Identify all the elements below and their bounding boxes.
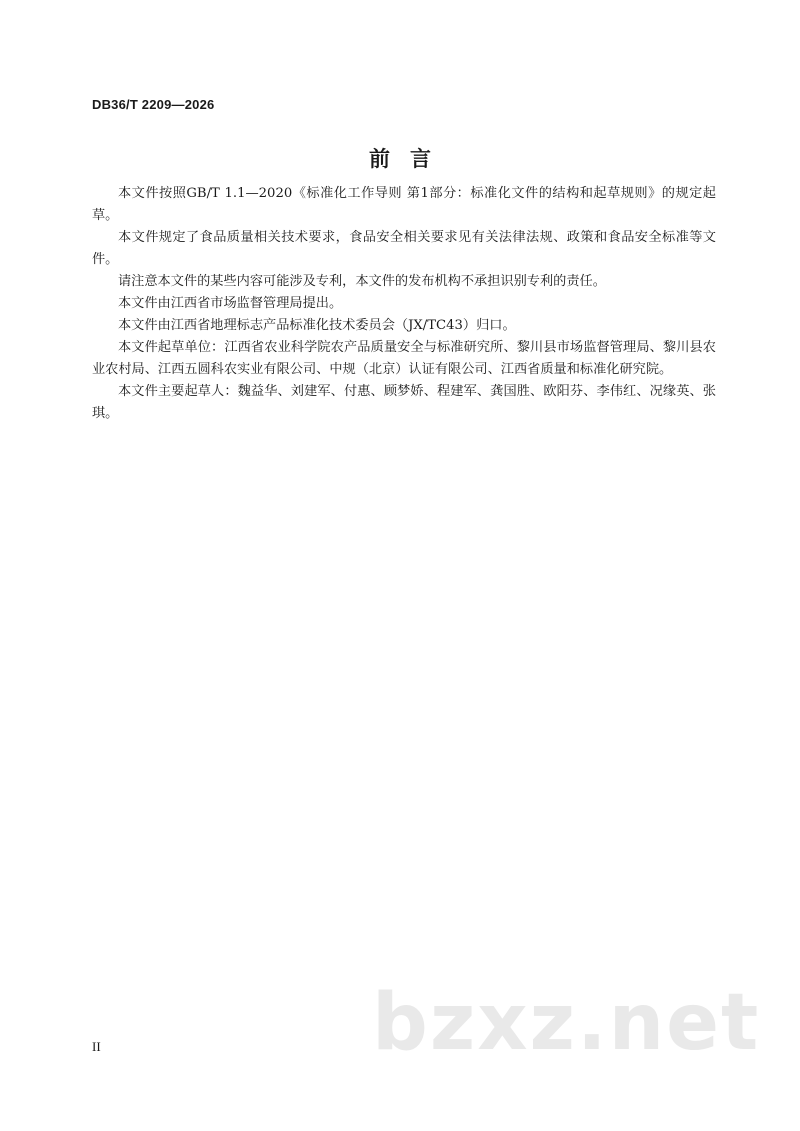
paragraph-patent-notice: 请注意本文件的某些内容可能涉及专利，本文件的发布机构不承担识别专利的责任。 (118, 274, 606, 289)
watermark: bzxz.net (372, 978, 761, 1068)
foreword-body (92, 183, 716, 425)
page-title: 前言 (369, 147, 451, 171)
paragraph-committee: 本文件由江西省地理标志产品标准化技术委员会（JX/TC43）归口。 (118, 318, 516, 333)
page-number: II (92, 1039, 101, 1054)
paragraph-drafters: 本文件主要起草人：魏益华、刘建军、付惠、顾梦娇、程建军、龚国胜、欧阳芬、李伟红、况缘英、张琪。 (92, 384, 716, 421)
paragraph-scope-note: 本文件规定了食品质量相关技术要求，食品安全相关要求见有关法律法规、政策和食品安全标准等文件。 (92, 230, 716, 267)
document-code: DB36/T 2209—2026 (92, 97, 215, 112)
paragraph-drafting-units: 本文件起草单位：江西省农业科学院农产品质量安全与标准研究所、黎川县市场监督管理局、黎川县农业农村局、江西五圆科农实业有限公司、中规（北京）认证有限公司、江西省质量和标准化研究院。 (92, 340, 716, 377)
paragraph-drafting-rules: 本文件按照GB/T 1.1—2020《标准化工作导则 第1部分：标准化文件的结构和起草规则》的规定起草。 (92, 186, 716, 223)
paragraph-proposer: 本文件由江西省市场监督管理局提出。 (118, 296, 343, 311)
